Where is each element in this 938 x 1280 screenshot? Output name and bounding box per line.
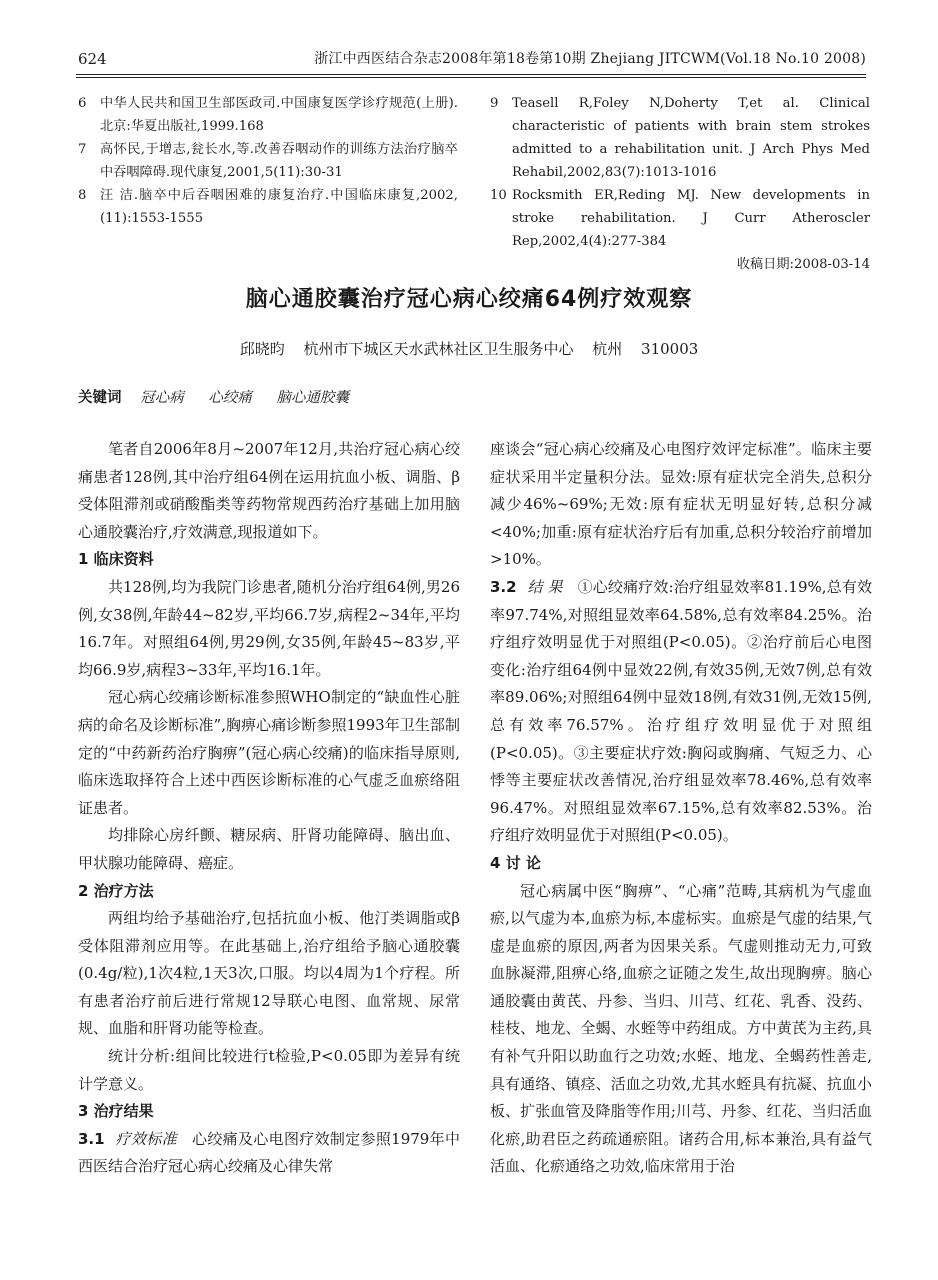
header-rule: [76, 74, 866, 75]
paragraph: 共128例,均为我院门诊患者,随机分治疗组64例,男26例,女38例,年龄44~82岁,平均66.7岁,病程2~34年,平均16.7年。对照组64例,男29例,女35例,年龄45~83岁,平均66.9岁,病程3~33年,平均16.1年。: [78, 577, 460, 679]
subsection-number: 3.2: [490, 577, 517, 596]
subsection-3-2: [490, 574, 872, 850]
reference-text: 汪 洁.脑卒中后吞咽困难的康复治疗.中国临床康复,2002,(11):1553-1555: [100, 188, 458, 226]
paragraph: 座谈会“冠心病心绞痛及心电图疗效评定标准”。临床主要症状采用半定量积分法。显效:原有症状完全消失,总积分减少46%~69%;无效:原有症状无明显好转,总积分减<40%;加重:原有症状治疗后有加重,总积分较治疗前增加>10%。: [490, 440, 872, 569]
reference-number: 9: [490, 96, 499, 111]
keyword: 冠心病: [140, 390, 184, 406]
keywords-line: [78, 386, 369, 407]
reference-item: [78, 138, 458, 184]
references-left-column: [78, 92, 458, 230]
paragraph: 两组均给予基础治疗,包括抗血小板、他汀类调脂或β受体阻滞剂应用等。在此基础上,治疗组给予脑心通胶囊(0.4g/粒),1次4粒,1天3次,口服。均以4周为1个疗程。所有患者治疗前后进行常规12导联心电图、血常规、尿常规、血脂和肝肾功能等检查。: [78, 909, 460, 1038]
article-title: 脑心通胶囊治疗冠心病心绞痛64例疗效观察: [245, 287, 693, 312]
body-right-column: [490, 436, 872, 1181]
body-left-column: [78, 436, 460, 1181]
author-name: 邱晓昀: [239, 340, 285, 358]
paragraph: 统计分析:组间比较进行t检验,P<0.05即为差异有统计学意义。: [78, 1047, 460, 1093]
reference-text: Teasell R,Foley N,Doherty T,et al. Clinical characteristic of patients with brain stem strokes admitted to a rehabilitation unit. J Arch Phys Med Rehabil,2002,83(7):1013-1016: [512, 96, 870, 180]
subsection-3-1: [78, 1126, 460, 1181]
paragraph: 冠心病心绞痛诊断标准参照WHO制定的“缺血性心脏病的命名及诊断标准”,胸痹心痛诊断参照1993年卫生部制定的“中药新药治疗胸痹”(冠心病心绞痛)的临床指导原则,临床选取择符合上述中西医诊断标准的心气虚乏血瘀络阻证患者。: [78, 688, 460, 817]
intro-paragraph: 笔者自2006年8月~2007年12月,共治疗冠心病心绞痛患者128例,其中治疗组64例在运用抗血小板、调脂、β受体阻滞剂或硝酸酯类等药物常规西药治疗基础上加用脑心通胶囊治疗,疗效满意,现报道如下。: [78, 440, 460, 541]
section-heading-3: 3 治疗结果: [78, 1102, 154, 1121]
author-city-zip: 杭州 310003: [592, 340, 699, 358]
references-right-column: [490, 92, 870, 276]
reference-item: [78, 184, 458, 230]
received-date: 收稿日期:2008-03-14: [736, 257, 870, 272]
keywords-label: 关键词: [78, 390, 122, 406]
reference-item: [490, 184, 870, 253]
header-rule-double: [76, 77, 866, 78]
section-heading-2: 2 治疗方法: [78, 881, 154, 900]
section-heading-4: 4 讨 论: [490, 853, 541, 872]
reference-number: 7: [78, 142, 87, 157]
reference-number: 8: [78, 188, 87, 203]
reference-text: 高怀民,于增志,瓮长水,等.改善吞咽动作的训练方法治疗脑卒中吞咽障碍.现代康复,2001,5(11):30-31: [100, 142, 458, 180]
keyword: 脑心通胶囊: [276, 390, 349, 406]
running-header: 浙江中西医结合杂志2008年第18卷第10期 Zhejiang JITCWM(Vol.18 No.10 2008): [314, 51, 866, 67]
subsection-title: 结 果: [527, 577, 563, 596]
subsection-number: 3.1: [78, 1129, 105, 1148]
keyword: 心绞痛: [208, 390, 252, 406]
section-heading-1: 1 临床资料: [78, 550, 154, 569]
reference-number: 6: [78, 96, 87, 111]
reference-item: [490, 92, 870, 184]
paragraph: 均排除心房纤颤、糖尿病、肝肾功能障碍、脑出血、甲状腺功能障碍、癌症。: [78, 826, 460, 872]
reference-item: [78, 92, 458, 138]
author-line: [0, 338, 938, 359]
page-number: 624: [78, 50, 107, 68]
reference-text: 中华人民共和国卫生部医政司.中国康复医学诊疗规范(上册).北京:华夏出版社,1999.168: [100, 96, 458, 134]
reference-text: Rocksmith ER,Reding MJ. New developments in stroke rehabilitation. J Curr Atheroscler Rep,2002,4(4):277-384: [512, 188, 870, 249]
subsection-title: 疗效标准: [115, 1129, 177, 1148]
subsection-text: 心绞痛及心电图疗效制定参照1979年中西医结合治疗冠心病心绞痛及心律失常: [78, 1129, 460, 1176]
paragraph: 冠心病属中医“胸痹”、“心痛”范畴,其病机为气虚血瘀,以气虚为本,血瘀为标,本虚标实。血瘀是气虚的结果,气虚是血瘀的原因,两者为因果关系。气虚则推动无力,可致血脉凝滞,阻痹心络,血瘀之证随之发生,故出现胸痹。脑心通胶囊由黄芪、丹参、当归、川芎、红花、乳香、没药、桂枝、地龙、全蝎、水蛭等中药组成。方中黄芪为主药,具有补气升阳以助血行之功效;水蛭、地龙、全蝎药性善走,具有通络、镇痉、活血之功效,尤其水蛭具有抗凝、抗血小板、扩张血管及降脂等作用;川芎、丹参、红花、当归活血化瘀,助君臣之药疏通瘀阻。诸药合用,标本兼治,具有益气活血、化瘀通络之功效,临床常用于治: [490, 881, 872, 1176]
author-affiliation: 杭州市下城区天水武林社区卫生服务中心: [303, 340, 574, 358]
reference-number: 10: [490, 188, 507, 203]
subsection-text: ①心绞痛疗效:治疗组显效率81.19%,总有效率97.74%,对照组显效率64.58%,总有效率84.25%。治疗组疗效明显优于对照组(P<0.05)。②治疗前后心电图变化:治疗组64例中显效22例,有效35例,无效7例,总有效率89.06%;对照组64例中显效18例,有效31例,无效15例,总有效率76.57%。治疗组疗效明显优于对照组(P<0.05)。③主要症状疗效:胸闷或胸痛、气短乏力、心悸等主要症状改善情况,治疗组显效率78.46%,总有效率96.47%。对照组显效率67.15%,总有效率82.53%。治疗组疗效明显优于对照组(P<0.05)。: [490, 577, 872, 845]
